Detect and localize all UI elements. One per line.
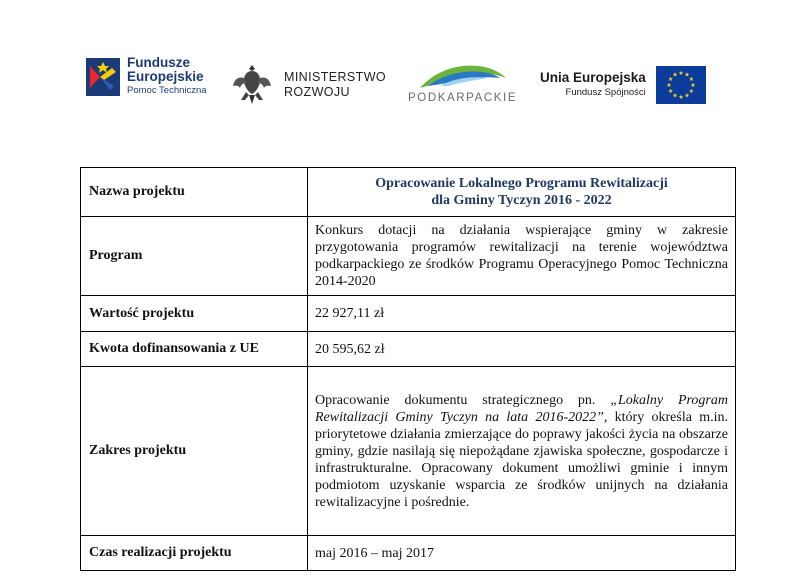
eu-funding-amount: 20 595,62 zł	[308, 332, 736, 367]
fundusz-spojnosci-subtitle: Fundusz Spójności	[565, 87, 646, 98]
project-name-value	[308, 168, 736, 217]
podkarpackie-logo	[408, 60, 517, 104]
fundusze-europejskie-logo	[86, 56, 207, 98]
unia-europejska-logo	[540, 66, 706, 104]
europejskie-title: Europejskie	[127, 69, 204, 84]
scope-document-title: „Lokalny Program Rewitalizacji Gminy Tyczyn na lata 2016-2022”	[315, 392, 728, 425]
scope-text-intro: Opracowanie dokumentu strategicznego pn.	[315, 392, 611, 408]
table-row	[81, 332, 736, 367]
logo-header	[0, 0, 800, 140]
rozwoju-label: ROZWOJU	[284, 85, 350, 99]
podkarpackie-hills-icon	[418, 60, 508, 90]
project-name-line2: dla Gminy Tyczyn 2016 - 2022	[431, 193, 612, 208]
table-row	[81, 367, 736, 536]
ministerstwo-rozwoju-logo	[232, 62, 386, 108]
polish-eagle-emblem-icon	[232, 62, 272, 108]
table-row	[81, 217, 736, 296]
fundusze-title: Fundusze	[127, 55, 190, 70]
project-name-line1: Opracowanie Lokalnego Programu Rewitalizacji	[375, 176, 668, 191]
podkarpackie-label: PODKARPACKIE	[408, 92, 518, 104]
scope-text-description: , który określa m.in. priorytetowe działania zmierzające do poprawy jakości życia na obszarze gminy, gdzie nasilają się niepożądane zjawiska społeczne, gospodarcze i infrastrukturalne. Opracowany dokument umożliwi gminie i innym podmiotom uzyskanie wsparcia ze środków unijnych na działania rewitalizacyjne i pośrednie.	[315, 409, 728, 510]
project-value-amount: 22 927,11 zł	[308, 296, 736, 332]
project-info-table	[80, 167, 736, 571]
unia-europejska-title: Unia Europejska	[540, 70, 646, 85]
implementation-time-label: Czas realizacji projektu	[81, 536, 308, 571]
pomoc-techniczna-subtitle: Pomoc Techniczna	[127, 85, 207, 96]
project-scope-label: Zakres projektu	[81, 367, 308, 536]
ministerstwo-label: MINISTERSTWO	[284, 70, 387, 84]
project-scope-value	[308, 367, 736, 536]
project-name-label: Nazwa projektu	[81, 168, 308, 217]
project-value-label: Wartość projektu	[81, 296, 308, 332]
table-row	[81, 536, 736, 571]
program-value: Konkurs dotacji na działania wspierające gminy w zakresie przygotowania programów rewitalizacji na terenie województwa podkarpackiego ze środków Programu Operacyjnego Pomoc Techniczna 2014-2020	[308, 217, 736, 296]
eu-funding-label: Kwota dofinansowania z UE	[81, 332, 308, 367]
implementation-time-value: maj 2016 – maj 2017	[308, 536, 736, 571]
program-label: Program	[81, 217, 308, 296]
table-row	[81, 168, 736, 217]
eu-flag-icon	[656, 66, 706, 104]
fundusze-europejskie-logo-icon	[86, 58, 120, 96]
table-row	[81, 296, 736, 332]
